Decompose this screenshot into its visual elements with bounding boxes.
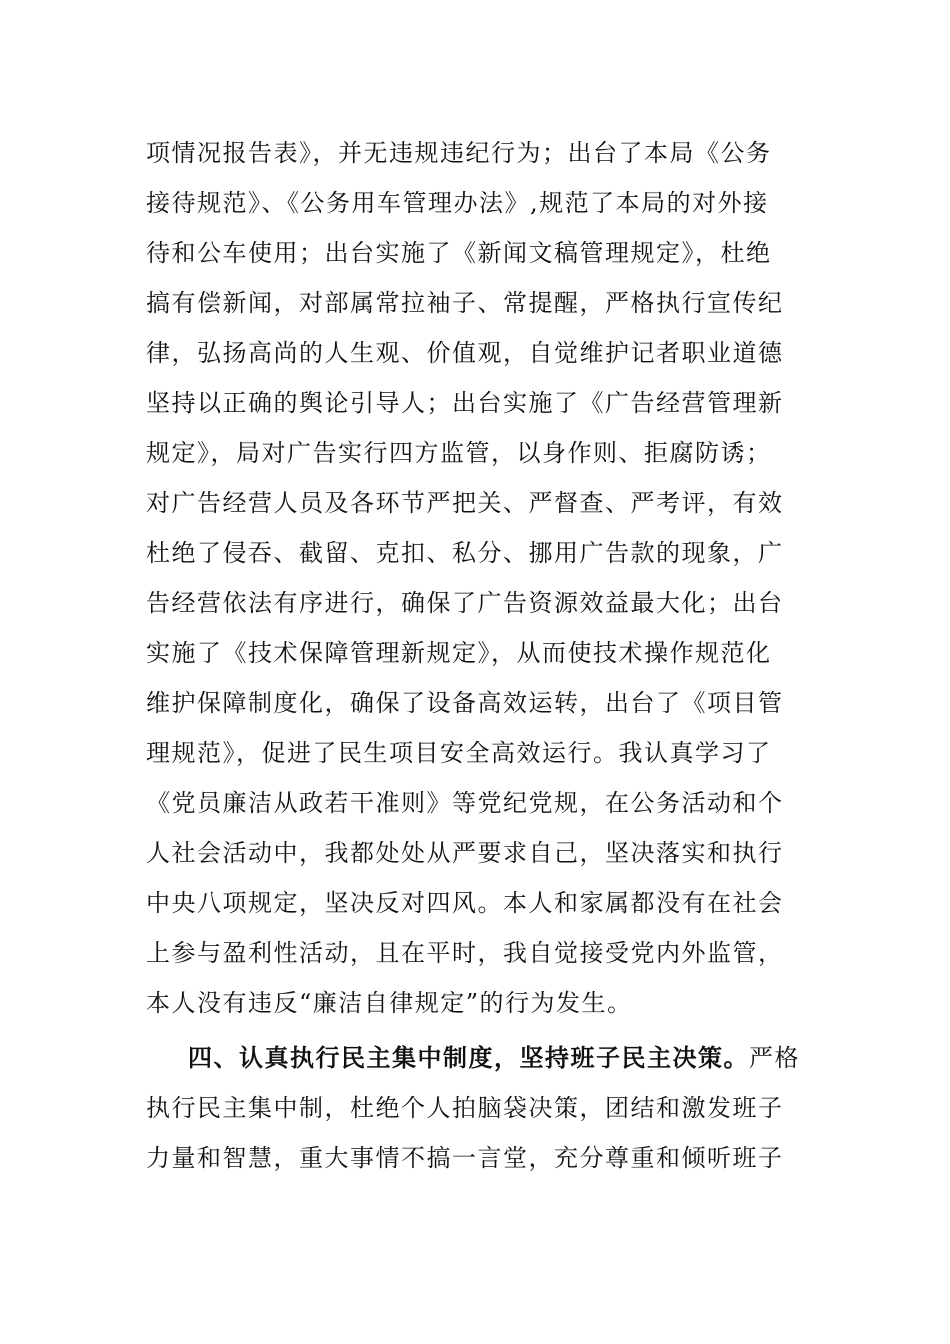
text-line: 坚持以正确的舆论引导人；出台实施了《广告经营管理新 <box>146 389 784 417</box>
text-line: 维护保障制度化，确保了设备高效运转，出台了《项目管 <box>146 689 784 717</box>
paragraph-first-line <box>146 1033 806 1083</box>
text-line: 搞有偿新闻，对部属常拉袖子、常提醒，严格执行宣传纪 <box>146 289 784 317</box>
text-line: 本人没有违反“廉洁自律规定”的行为发生。 <box>146 989 633 1017</box>
text-line: 《党员廉洁从政若干准则》等党纪党规，在公务活动和个 <box>146 789 784 817</box>
text-line: 待和公车使用；出台实施了《新闻文稿管理规定》，杜绝 <box>146 239 772 267</box>
text-line: 接待规范》、《公务用车管理办法》,规范了本局的对外接 <box>146 189 769 217</box>
text-line: 实施了《技术保障管理新规定》，从而使技术操作规范化 <box>146 639 772 667</box>
paragraph-democratic-centralism <box>146 1033 806 1183</box>
heading-continuation: 严格 <box>749 1044 800 1072</box>
text-line: 项情况报告表》，并无违规违纪行为；出台了本局《公务 <box>146 139 772 167</box>
text-line: 中央八项规定，坚决反对四风。本人和家属都没有在社会 <box>146 889 784 917</box>
text-line: 上参与盈利性活动，且在平时，我自觉接受党内外监管， <box>146 939 784 967</box>
text-line: 人社会活动中，我都处处从严要求自己，坚决落实和执行 <box>146 839 784 867</box>
text-line: 规定》，局对广告实行四方监管，以身作则、拒腐防诱； <box>146 439 772 467</box>
section-heading: 四、认真执行民主集中制度，坚持班子民主决策。 <box>188 1044 749 1072</box>
text-line: 杜绝了侵吞、截留、克扣、私分、挪用广告款的现象，广 <box>146 539 784 567</box>
text-line: 对广告经营人员及各环节严把关、严督查、严考评，有效 <box>146 489 784 517</box>
text-line: 理规范》，促进了民生项目安全高效运行。我认真学习了 <box>146 739 772 767</box>
text-line: 律，弘扬高尚的人生观、价值观，自觉维护记者职业道德 <box>146 339 784 367</box>
paragraph-integrity-discipline <box>146 128 806 1028</box>
text-line: 力量和智慧，重大事情不搞一言堂，充分尊重和倾听班子 <box>146 1144 784 1172</box>
text-line: 执行民主集中制，杜绝个人拍脑袋决策，团结和激发班子 <box>146 1094 784 1122</box>
text-line: 告经营依法有序进行，确保了广告资源效益最大化；出台 <box>146 589 784 617</box>
